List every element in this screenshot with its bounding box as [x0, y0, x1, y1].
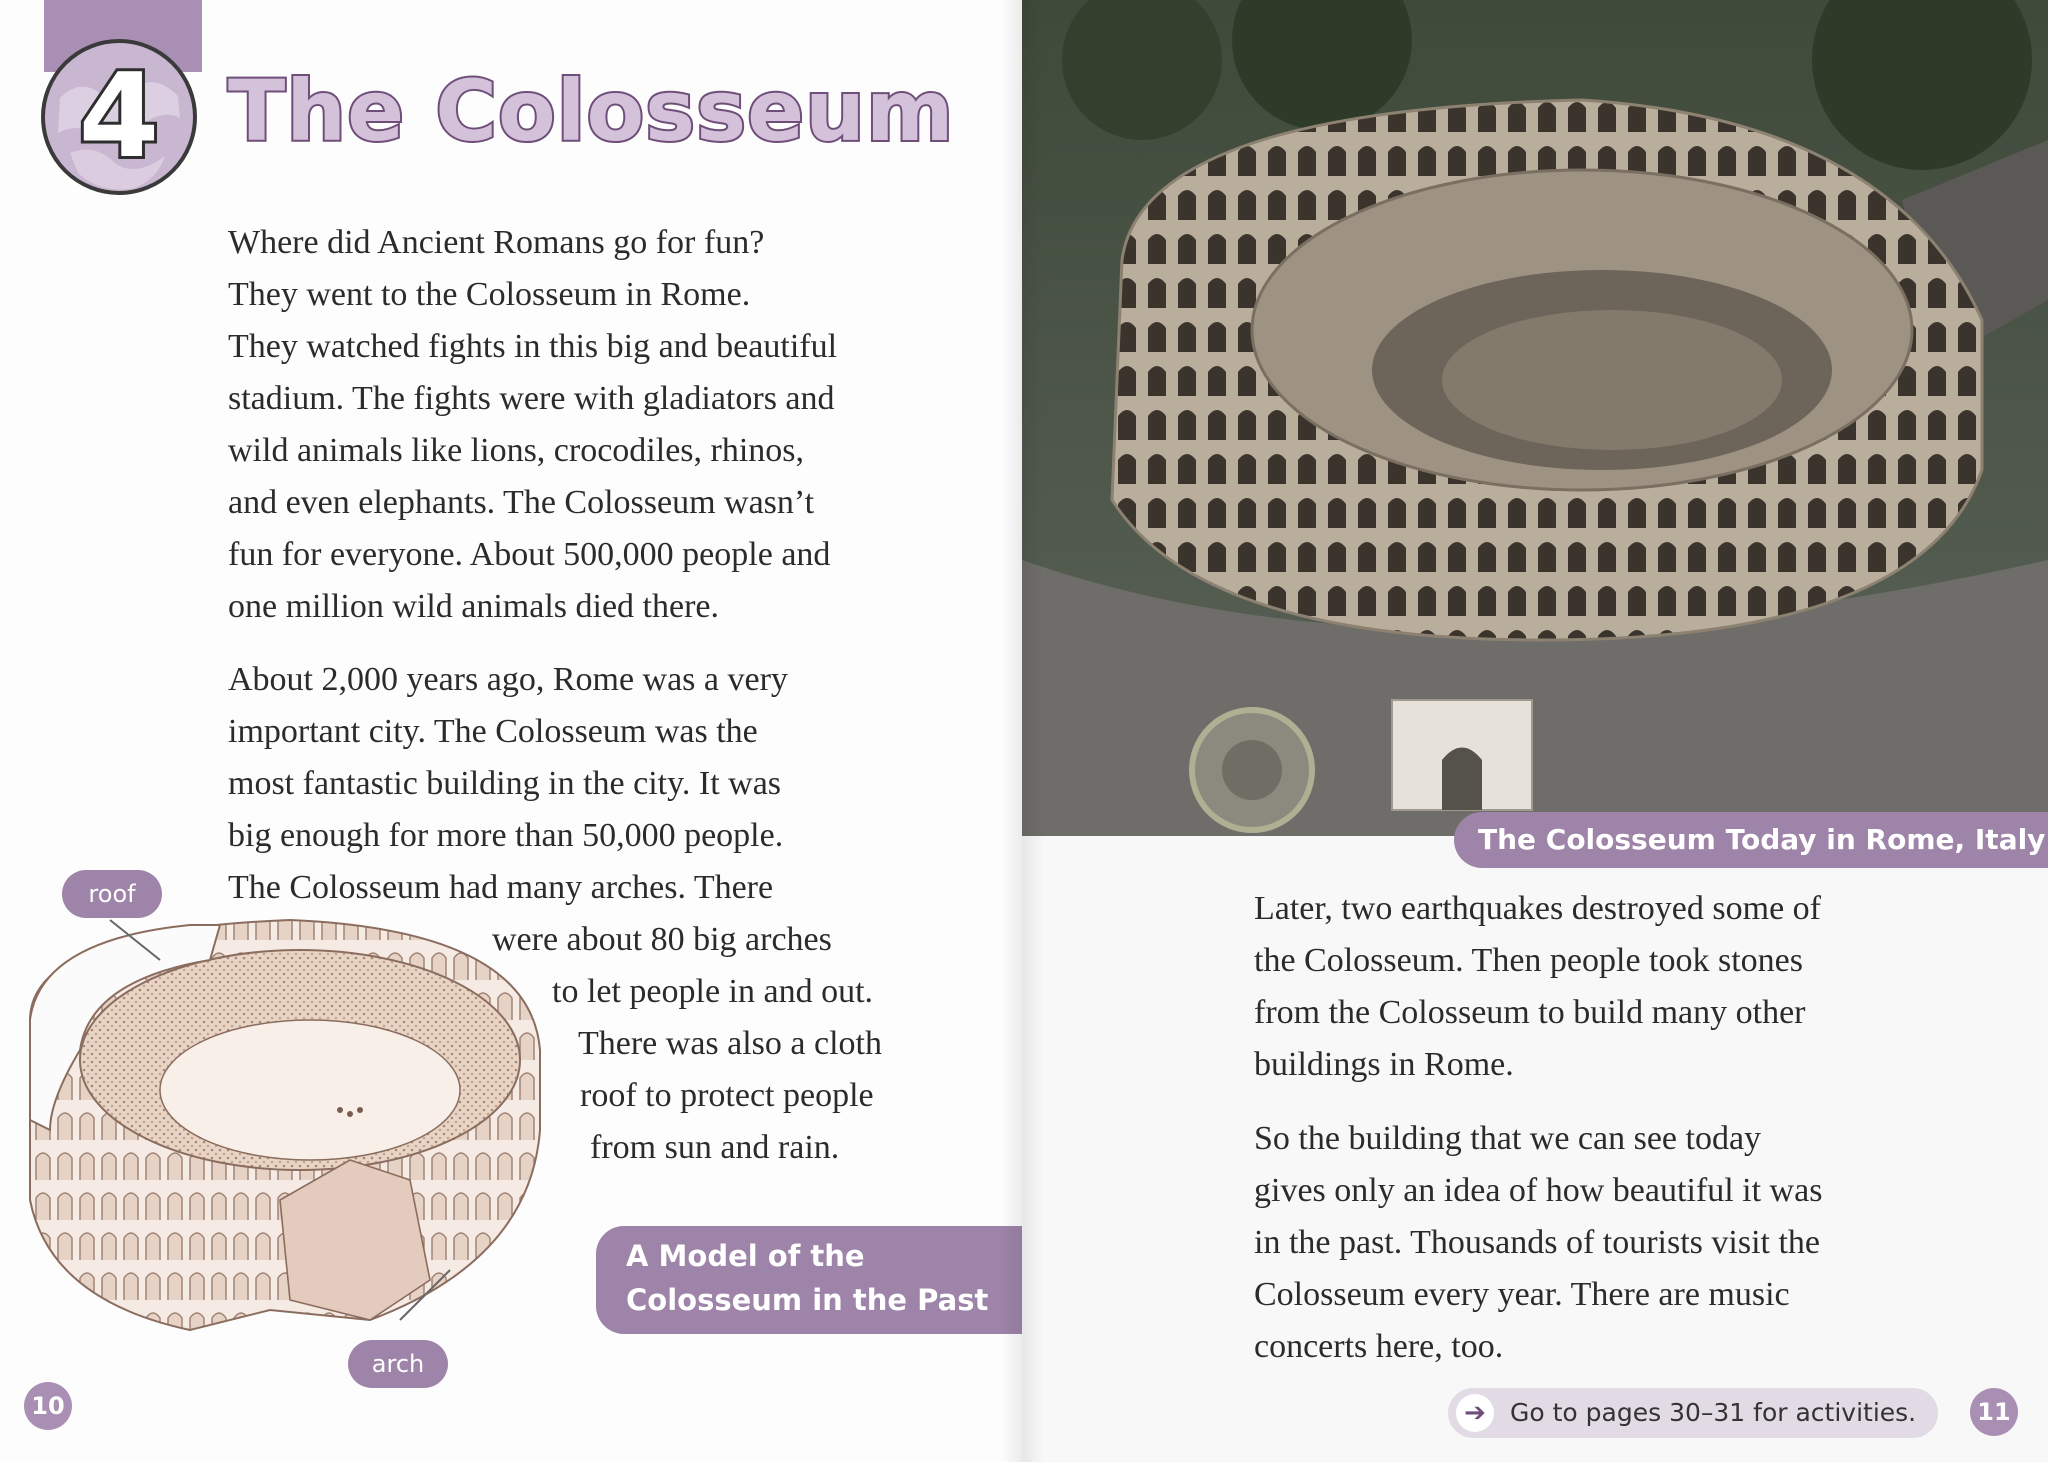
- chapter-title: The Colosseum: [228, 62, 955, 160]
- text-line: The Colosseum had many arches. There: [228, 869, 774, 906]
- caption-line: A Model of the: [626, 1239, 865, 1273]
- photo-caption: The Colosseum Today in Rome, Italy: [1454, 812, 2048, 868]
- left-paragraph-1: [228, 217, 837, 633]
- text-line: roof to protect people: [580, 1077, 874, 1114]
- text-line: in the past. Thousands of tourists visit the: [1254, 1224, 1821, 1261]
- text-line: wild animals like lions, crocodiles, rhinos,: [228, 432, 805, 469]
- text-line: About 2,000 years ago, Rome was a very: [228, 661, 788, 698]
- text-line: buildings in Rome.: [1254, 1046, 1514, 1083]
- text-line: They went to the Colosseum in Rome.: [228, 276, 751, 313]
- text-line: gives only an idea of how beautiful it was: [1254, 1172, 1823, 1209]
- right-page: [1022, 0, 2048, 1462]
- text-line: fun for everyone. About 500,000 people and: [228, 536, 831, 573]
- text-line: stadium. The fights were with gladiators and: [228, 380, 835, 417]
- chapter-badge-globe-icon: [40, 38, 198, 196]
- right-paragraph-1: [1254, 883, 1821, 1091]
- text-line: big enough for more than 50,000 people.: [228, 817, 784, 854]
- arrow-right-icon: ➔: [1456, 1394, 1494, 1432]
- arch-label: arch: [348, 1340, 448, 1388]
- caption-line: Colosseum in the Past: [626, 1283, 989, 1317]
- colosseum-model-illustration: [10, 900, 570, 1370]
- text-line: one million wild animals died there.: [228, 588, 720, 625]
- page-number-left: 10: [24, 1382, 72, 1430]
- colosseum-photo: [1022, 0, 2048, 836]
- text-line: from sun and rain.: [590, 1129, 840, 1166]
- roof-label: roof: [62, 870, 162, 918]
- book-gutter: [1000, 0, 1044, 1462]
- page-number-right: 11: [1970, 1388, 2018, 1436]
- model-caption: [596, 1226, 1022, 1334]
- text-line: So the building that we can see today: [1254, 1120, 1762, 1157]
- chapter-number: 4: [78, 49, 160, 184]
- activities-text: Go to pages 30–31 for activities.: [1510, 1398, 1917, 1427]
- text-line: important city. The Colosseum was the: [228, 713, 758, 750]
- text-line: from the Colosseum to build many other: [1254, 994, 1806, 1031]
- text-line: concerts here, too.: [1254, 1328, 1504, 1365]
- text-line: the Colosseum. Then people took stones: [1254, 942, 1803, 979]
- text-line: and even elephants. The Colosseum wasn’t: [228, 484, 815, 521]
- left-page: [0, 0, 1022, 1462]
- right-paragraph-2: [1254, 1113, 1822, 1373]
- text-line: There was also a cloth: [578, 1025, 882, 1062]
- text-line: to let people in and out.: [552, 973, 874, 1010]
- text-line: Where did Ancient Romans go for fun?: [228, 224, 765, 261]
- text-line: were about 80 big arches: [492, 921, 832, 958]
- text-line: Later, two earthquakes destroyed some of: [1254, 890, 1821, 927]
- activities-link[interactable]: [1448, 1388, 1938, 1438]
- text-line: most fantastic building in the city. It was: [228, 765, 782, 802]
- text-line: They watched fights in this big and beautiful: [228, 328, 838, 365]
- text-line: Colosseum every year. There are music: [1254, 1276, 1790, 1313]
